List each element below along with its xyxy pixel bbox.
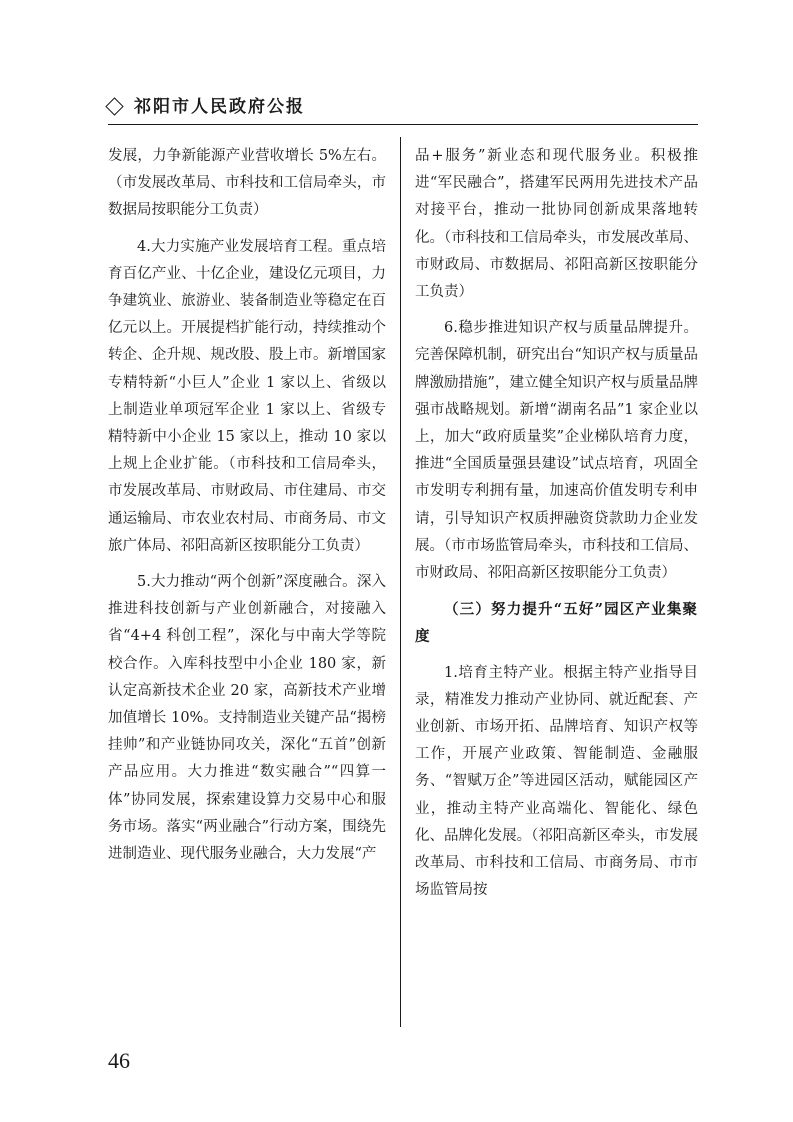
right-column xyxy=(415,143,698,904)
paragraph-item-1: 1.培育主特产业。根据主特产业指导目录，精准发力推动产业协同、就近配套、产业创新、市场开拓、品牌培育、知识产权等工作，开展产业政策、智能制造、金融服务、“智赋万企”等进园区活动，赋能园区产业，推动主特产业高端化、智能化、绿色化、品牌化发展。（祁阳高新区牵头，市发展改革局、市科技和工信局、市商务局、市市场监管局按 xyxy=(415,664,698,899)
paragraph-continuation: 发展，力争新能源产业营收增长 5%左右。（市发展改革局、市科技和工信局牵头，市数据局按职能分工负责） xyxy=(108,148,386,219)
left-column xyxy=(108,143,386,868)
page-header xyxy=(108,96,698,126)
publication-title: 祁阳市人民政府公报 xyxy=(134,97,305,117)
page-number: 46 xyxy=(108,1048,130,1073)
paragraph-item-5: 5.大力推动“两个创新”深度融合。深入推进科技创新与产业创新融合，对接融入省“4+4 科创工程”，深化与中南大学等院校合作。入库科技型中小企业 180 家，新认定高新技术企业 20 家，高新技术产业增加值增长 10%。支持制造业关键产品“揭榜挂帅”和产业链协同攻关，深化“五首”创新产品应用。大力推进“数实融合”“四算一体”协同发展，探索建设算力交易中心和服务市场。落实“两业融合”行动方案，围绕先进制造业、现代服务业融合，大力发展“产 xyxy=(108,574,386,863)
header-rule xyxy=(108,124,698,125)
section-heading-3: （三）努力提升“五好”园区产业集聚度 xyxy=(415,601,698,646)
paragraph-item-4: 4.大力实施产业发展培育工程。重点培育百亿产业、十亿企业，建设亿元项目，力争建筑业、旅游业、装备制造业等稳定在百亿元以上。开展提档扩能行动，持续推动个转企、企升规、规改股、股上市。新增国家专精特新“小巨人”企业 1 家以上、省级以上制造业单项冠军企业 1 家以上、省级专精特新中小企业 15 家以上，推动 10 家以上规上企业扩能。（市科技和工信局牵头，市发展改革局、市财政局、市住建局、市交通运输局、市农业农村局、市商务局、市文旅广体局、祁阳高新区按职能分工负责） xyxy=(108,238,386,554)
paragraph-item-6: 6.稳步推进知识产权与质量品牌提升。完善保障机制，研究出台“知识产权与质量品牌激励措施”，建立健全知识产权与质量品牌强市战略规划。新增“湖南名品”1 家企业以上，加大“政府质量奖”企业梯队培育力度，推进“全国质量强县建设”试点培育，巩固全市发明专利拥有量，加速高价值发明专利申请，引导知识产权质押融资贷款助力企业发展。（市市场监管局牵头，市科技和工信局、市财政局、祁阳高新区按职能分工负责） xyxy=(415,320,698,582)
paragraph-continuation: 品+服务”新业态和现代服务业。积极推进“军民融合”，搭建军民两用先进技术产品对接平台，推动一批协同创新成果落地转化。（市科技和工信局牵头，市发展改革局、市财政局、市数据局、祁阳高新区按职能分工负责） xyxy=(415,148,698,301)
diamond-icon xyxy=(105,97,123,115)
column-divider xyxy=(400,137,401,1027)
